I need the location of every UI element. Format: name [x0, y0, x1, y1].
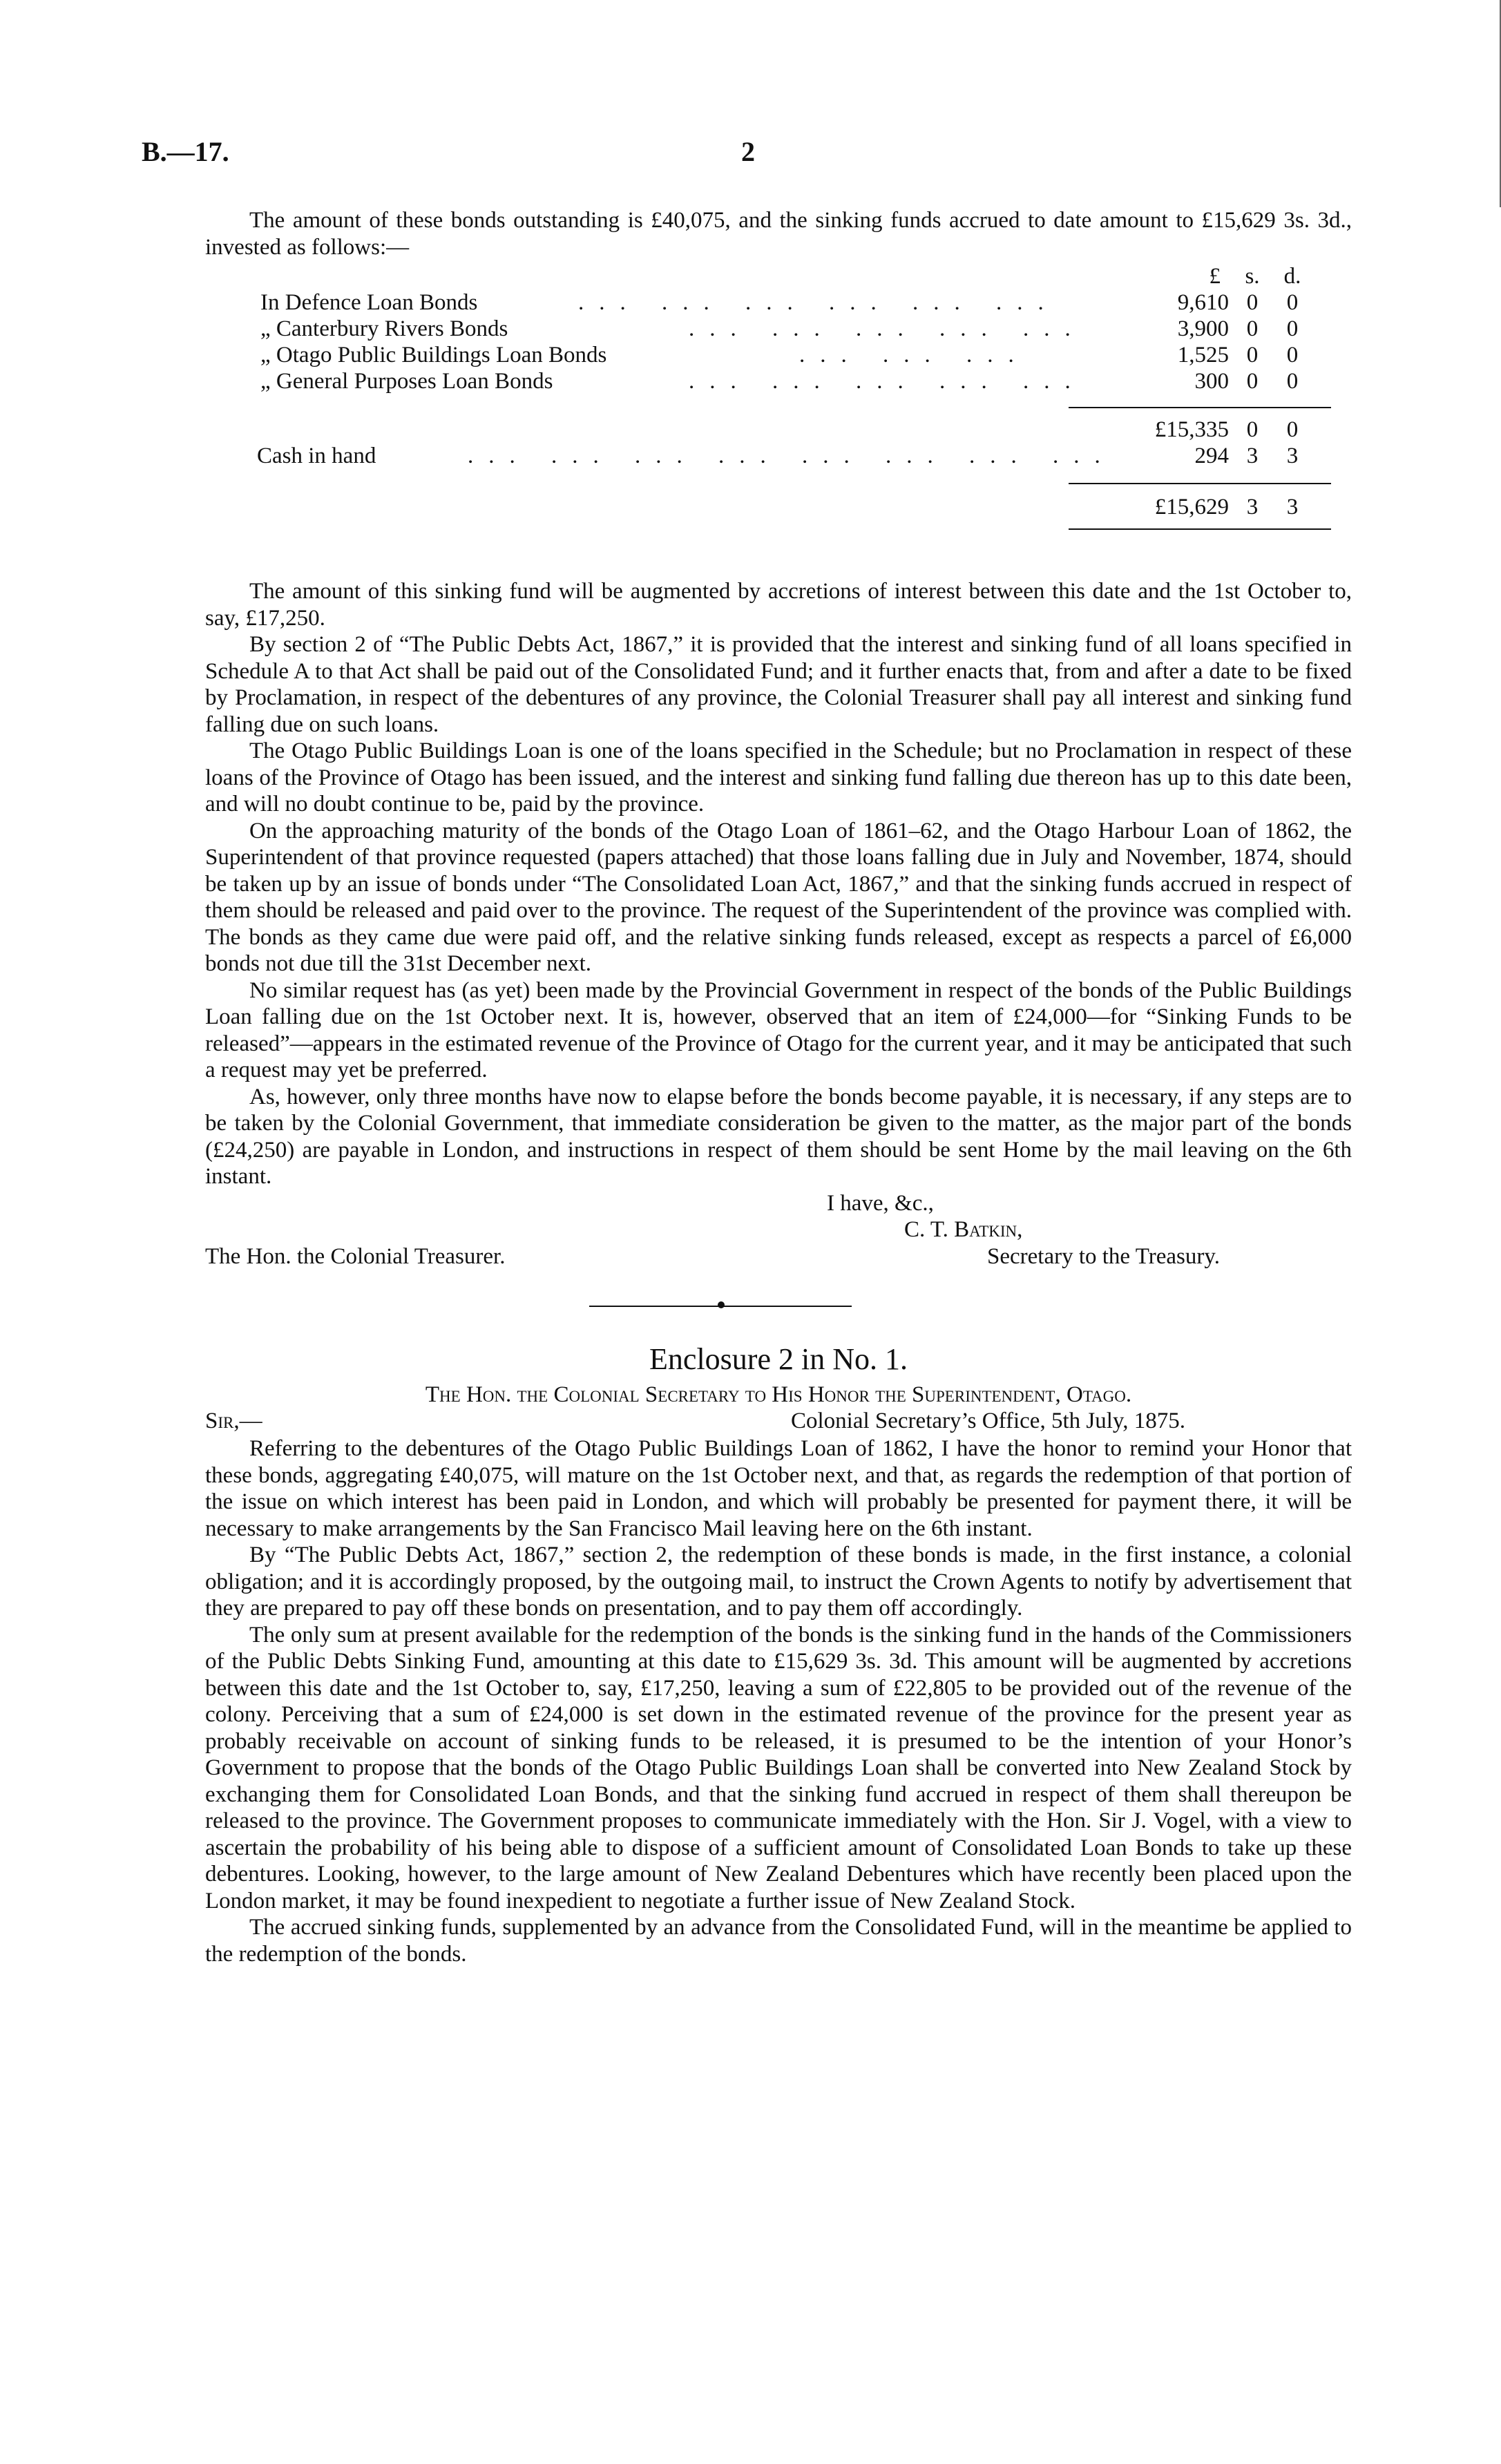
divider-dot — [718, 1301, 725, 1308]
ledger-row-pence: 0 — [1286, 290, 1299, 315]
ledger-leader-dots: ... ... ... — [799, 343, 1029, 367]
body-paragraph: On the approaching maturity of the bonds of the Otago Loan of 1861–62, and the Otago Harbour Loan of 1862, the Superintendent of that province requested (papers attached) that those loans falling due in July and November, 1874, should be taken up by an issue of bonds under “The Consolidated Loan Act, 1867,” and that the sinking funds accrued in respect of them should be released and paid over to the province. The request of the Superintendent of the province was complied with. The bonds as they came due were paid off, and the relative sinking funds released, except as respects a parcel of £6,000 bonds not due till the 31st December next. — [205, 818, 1352, 976]
ledger-row-label: In Defence Loan Bonds — [260, 290, 478, 315]
ledger-row-label: „ Otago Public Buildings Loan Bonds — [260, 343, 607, 367]
ledger-row — [205, 289, 1299, 317]
ledger-row — [205, 342, 1299, 370]
total-rule-bottom — [1069, 528, 1331, 530]
intro-paragraph: The amount of these bonds outstanding is £40,075, and the sinking funds accrued to date amount to £15,629 3s. 3d., invested as follows:— — [205, 208, 1352, 260]
pence-header: d. — [1283, 264, 1301, 289]
ledger-total-row — [205, 494, 1299, 522]
ledger-row-label: „ General Purposes Loan Bonds — [260, 369, 553, 394]
enclosure-paragraph: The accrued sinking funds, supplemented by an advance from the Consolidated Fund, will in the meantime be applied to the redemption of the bonds. — [205, 1915, 1352, 1967]
page-number: 2 — [741, 136, 755, 167]
ledger-column-headers — [205, 263, 1301, 291]
page-body — [205, 207, 1352, 1967]
body-paragraph: The Otago Public Buildings Loan is one of the loans specified in the Schedule; but no Proclamation in respect of these loans of the Province of Otago has been issued, and the interest and sinking fund falling due thereon has up to this date been, and will no doubt continue to be, paid by the province. — [205, 738, 1352, 816]
ledger-leader-dots: ... ... ... ... ... ... — [578, 290, 1059, 315]
sinking-fund-ledger — [205, 260, 1352, 578]
salutation-line — [205, 1408, 1352, 1435]
enclosure-paragraph: The only sum at present available for the redemption of the bonds is the sinking fund in the hands of the Commissioners of the Public Debts Sinking Fund, amounting at this date to £15,629 3s. 3d. This amount will be augmented by accretions between this date and the 1st October to, say, £17,250, leaving a sum of £22,805 to be provided out of the revenue of the colony. Perceiving that a sum of £24,000 is set down in the estimated revenue of the province for the present year as probably receivable on account of sinking funds to be released, it is presumed to be the intention of your Honor’s Government to propose that the bonds of the Otago Public Buildings Loan shall be converted into New Zealand Stock by exchanging them for Consolidated Loan Bonds, and that the sinking fund accrued in respect of them shall thereupon be released to the province. The Government proposes to communicate immediately with the Hon. Sir J. Vogel, with a view to ascertain the probability of his being able to dispose of a sufficient amount of Consolidated Loan Bonds to take up these debentures. Looking, however, to the large amount of New Zealand Debentures which have recently been placed upon the London market, it may be found inexpedient to negotiate a further issue of New Zealand Stock. — [205, 1622, 1352, 1913]
ledger-row-amount: 1,525 — [1177, 343, 1229, 367]
signature-name: C. T. Batkin, — [904, 1217, 1023, 1242]
subtotal-rule — [1069, 407, 1331, 408]
shillings-header: s. — [1245, 264, 1260, 289]
enclosure-paragraph: Referring to the debentures of the Otago Public Buildings Loan of 1862, I have the honor to remind your Honor that these bonds, aggregating £40,075, will mature on the 1st October next, and that, as regards the redemption of that portion of the issue on which interest has been paid in London, and which will probably be presented for payment there, it will be necessary to make arrangements by the San Francisco Mail leaving here on the 6th instant. — [205, 1436, 1352, 1541]
dateline: Colonial Secretary’s Office, 5th July, 1875. — [791, 1408, 1185, 1433]
ledger-cash-row — [205, 443, 1299, 470]
ledger-row-shillings: 0 — [1246, 290, 1259, 315]
ledger-row-label: „ Canterbury Rivers Bonds — [260, 316, 508, 341]
cash-pence: 3 — [1286, 443, 1299, 468]
signature-closing: I have, &c., — [827, 1190, 934, 1216]
ledger-row — [205, 316, 1299, 343]
ledger-row-pence: 0 — [1286, 316, 1299, 341]
body-paragraph: The amount of this sinking fund will be augmented by accretions of interest between this date and the 1st October to, say, £17,250. — [205, 579, 1352, 631]
document-code: B.—17. — [142, 136, 229, 167]
signature-line — [205, 1243, 1352, 1271]
cash-label: Cash in hand — [257, 443, 376, 468]
enclosure-title: Enclosure 2 in No. 1. — [649, 1341, 908, 1376]
page-header — [142, 135, 1359, 170]
body-paragraph: By section 2 of “The Public Debts Act, 1867,” it is provided that the interest and sinking fund of all loans specified in Schedule A to that Act shall be paid out of the Consolidated Fund; and it further enacts that, from and after a date to be fixed by Proclamation, in respect of the debentures of any province, the Colonial Treasurer shall pay all interest and sinking fund falling due on such loans. — [205, 632, 1352, 737]
pounds-header: £ — [1209, 264, 1221, 289]
ledger-row-pence: 0 — [1286, 369, 1299, 394]
section-divider — [205, 1271, 1352, 1340]
subtotal-shillings: 0 — [1246, 417, 1259, 442]
ledger-row-pence: 0 — [1286, 343, 1299, 367]
salutation: Sir,— — [205, 1408, 262, 1433]
total-pence: 3 — [1286, 495, 1299, 519]
subtotal-amount: £15,335 — [1154, 417, 1229, 442]
addressee: The Hon. the Colonial Treasurer. — [205, 1243, 506, 1269]
signatory-title: Secretary to the Treasury. — [987, 1243, 1220, 1269]
ledger-subtotal-row — [205, 417, 1299, 444]
cash-shillings: 3 — [1246, 443, 1259, 468]
total-shillings: 3 — [1246, 495, 1259, 519]
ledger-row-shillings: 0 — [1246, 343, 1259, 367]
total-amount: £15,629 — [1154, 495, 1229, 519]
ledger-row-shillings: 0 — [1246, 369, 1259, 394]
ledger-row — [205, 368, 1299, 396]
ledger-row-shillings: 0 — [1246, 316, 1259, 341]
ledger-leader-dots: ... ... ... ... ... ... ... ... — [468, 443, 1116, 468]
ledger-leader-dots: ... ... ... ... ... — [689, 369, 1086, 394]
total-rule-top — [1069, 483, 1331, 484]
body-paragraph: No similar request has (as yet) been made by the Provincial Government in respect of the bonds of the Public Buildings Loan falling due on the 1st October next. It is, however, observed that an item of £24,000—for “Sinking Funds to be released”—appears in the estimated revenue of the Province of Otago for the current year, and it may be anticipated that such a request may yet be preferred. — [205, 977, 1352, 1082]
ledger-row-amount: 9,610 — [1177, 290, 1229, 315]
body-paragraph: As, however, only three months have now to elapse before the bonds become payable, it is necessary, if any steps are to be taken by the Colonial Government, that immediate consideration be given to the matter, as the major part of the bonds (£24,250) are payable in London, and instructions in respect of them should be sent Home by the mail leaving on the 6th instant. — [205, 1084, 1352, 1189]
enclosure-subtitle: The Hon. the Colonial Secretary to His Honor the Superintendent, Otago. — [425, 1382, 1132, 1407]
ledger-row-amount: 3,900 — [1177, 316, 1229, 341]
cash-amount: 294 — [1194, 443, 1229, 468]
ledger-leader-dots: ... ... ... ... ... — [689, 316, 1086, 341]
subtotal-pence: 0 — [1286, 417, 1299, 442]
ledger-row-amount: 300 — [1194, 369, 1229, 394]
enclosure-paragraph: By “The Public Debts Act, 1867,” section 2, the redemption of these bonds is made, in the first instance, a colonial obligation; and it is accordingly proposed, by the outgoing mail, to instruct the Crown Agents to notify by advertisement that they are prepared to pay off these bonds on presentation, and to pay them off accordingly. — [205, 1543, 1352, 1621]
